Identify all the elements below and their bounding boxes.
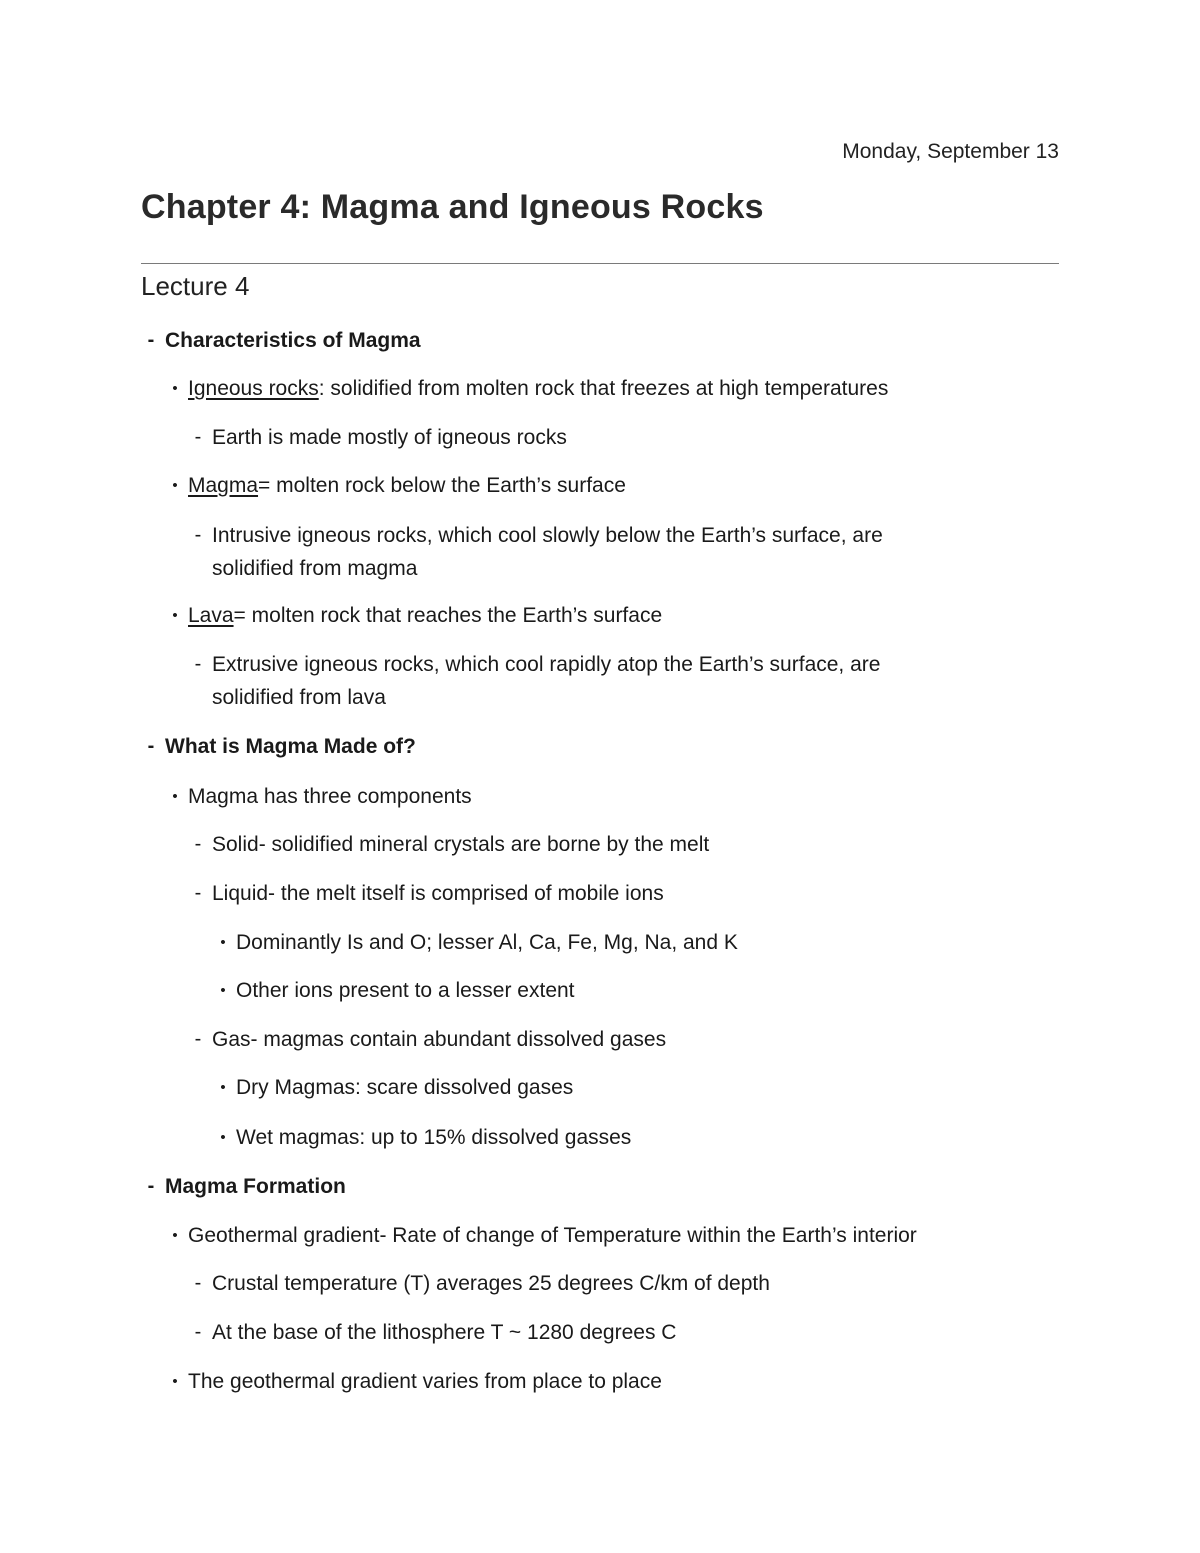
list-item-text-line1: Extrusive igneous rocks, which cool rapidly atop the Earth’s surface, are: [212, 653, 881, 676]
dot-bullet-icon: •: [172, 607, 178, 624]
list-item-text: Wet magmas: up to 15% dissolved gasses: [236, 1126, 632, 1149]
list-item-igneous-rocks: [172, 372, 1048, 405]
list-item-crustal-temperature: [194, 1267, 1072, 1300]
definition-lava: = molten rock that reaches the Earth’s surface: [233, 604, 663, 627]
dash-bullet-icon: -: [194, 524, 202, 546]
list-item-text: Geothermal gradient- Rate of change of Temperature within the Earth’s interior: [188, 1224, 917, 1247]
dash-bullet-icon: -: [194, 653, 202, 675]
list-item-text: Dry Magmas: scare dissolved gases: [236, 1076, 574, 1099]
lecture-heading: Lecture 4: [141, 271, 250, 301]
section-heading-composition: [147, 730, 1025, 763]
list-item-text-line1: Intrusive igneous rocks, which cool slowly below the Earth’s surface, are: [212, 524, 883, 547]
dot-bullet-icon: •: [172, 1373, 178, 1390]
term-lava: Lava: [188, 604, 234, 627]
list-item-text: Dominantly Is and O; lesser Al, Ca, Fe, Mg, Na, and K: [236, 931, 738, 954]
list-item-dry-magmas: [220, 1071, 1096, 1104]
dash-bullet-icon: -: [147, 329, 155, 351]
dot-bullet-icon: •: [172, 380, 178, 397]
section-heading-characteristics: [147, 324, 1025, 357]
list-item-text: Gas- magmas contain abundant dissolved gases: [212, 1028, 667, 1051]
list-item-text: Liquid- the melt itself is comprised of mobile ions: [212, 882, 664, 905]
dash-bullet-icon: -: [194, 833, 202, 855]
list-item-text-line2: solidified from lava: [212, 686, 386, 709]
dash-bullet-icon: -: [194, 882, 202, 904]
list-item-text: Crustal temperature (T) averages 25 degrees C/km of depth: [212, 1272, 770, 1295]
list-item-other-ions: [220, 974, 1096, 1007]
list-item-text: At the base of the lithosphere T ~ 1280 degrees C: [212, 1321, 677, 1344]
dot-bullet-icon: •: [172, 477, 178, 494]
list-item-gas: [194, 1023, 1072, 1056]
section-heading-text: What is Magma Made of?: [165, 735, 416, 758]
list-item-three-components: [172, 780, 1048, 813]
page-title: Chapter 4: Magma and Igneous Rocks: [141, 188, 764, 226]
list-item-solid: [194, 828, 1072, 861]
dot-bullet-icon: •: [220, 1129, 226, 1146]
list-item-intrusive: [194, 519, 1072, 585]
dash-bullet-icon: -: [194, 426, 202, 448]
list-item-text-line2: solidified from magma: [212, 557, 418, 580]
dot-bullet-icon: •: [172, 788, 178, 805]
dash-bullet-icon: -: [194, 1028, 202, 1050]
dot-bullet-icon: •: [172, 1227, 178, 1244]
list-item-magma: [172, 469, 1048, 502]
section-heading-text: Magma Formation: [165, 1175, 346, 1198]
list-item-extrusive: [194, 648, 1072, 714]
list-item-gradient-varies: [172, 1365, 1048, 1398]
list-item-geothermal-gradient: [172, 1219, 1048, 1252]
list-item-liquid: [194, 877, 1072, 910]
definition-magma: = molten rock below the Earth’s surface: [258, 474, 626, 497]
dash-bullet-icon: -: [147, 1175, 155, 1197]
date: Monday, September 13: [842, 140, 1059, 163]
list-item-wet-magmas: [220, 1121, 1096, 1154]
dash-bullet-icon: -: [194, 1321, 202, 1343]
definition-igneous-rocks: : solidified from molten rock that freezes at high temperatures: [318, 377, 889, 400]
list-item-text: Earth is made mostly of igneous rocks: [212, 426, 567, 449]
list-item-lava: [172, 599, 1048, 632]
list-item-text: Solid- solidified mineral crystals are borne by the melt: [212, 833, 710, 856]
list-item-text: Other ions present to a lesser extent: [236, 979, 575, 1002]
list-item-text: The geothermal gradient varies from place to place: [188, 1370, 662, 1393]
list-item-earth-made: [194, 421, 1072, 454]
dash-bullet-icon: -: [194, 1272, 202, 1294]
dot-bullet-icon: •: [220, 934, 226, 951]
section-heading-formation: [147, 1170, 1025, 1203]
term-magma: Magma: [188, 474, 259, 497]
term-igneous-rocks: Igneous rocks: [188, 377, 319, 400]
section-heading-text: Characteristics of Magma: [165, 329, 421, 352]
list-item-lithosphere-base: [194, 1316, 1072, 1349]
dot-bullet-icon: •: [220, 1079, 226, 1096]
title-divider: [141, 263, 1059, 264]
dash-bullet-icon: -: [147, 735, 155, 757]
list-item-text: Magma has three components: [188, 785, 472, 808]
dot-bullet-icon: •: [220, 982, 226, 999]
list-item-dominantly: [220, 926, 1096, 959]
